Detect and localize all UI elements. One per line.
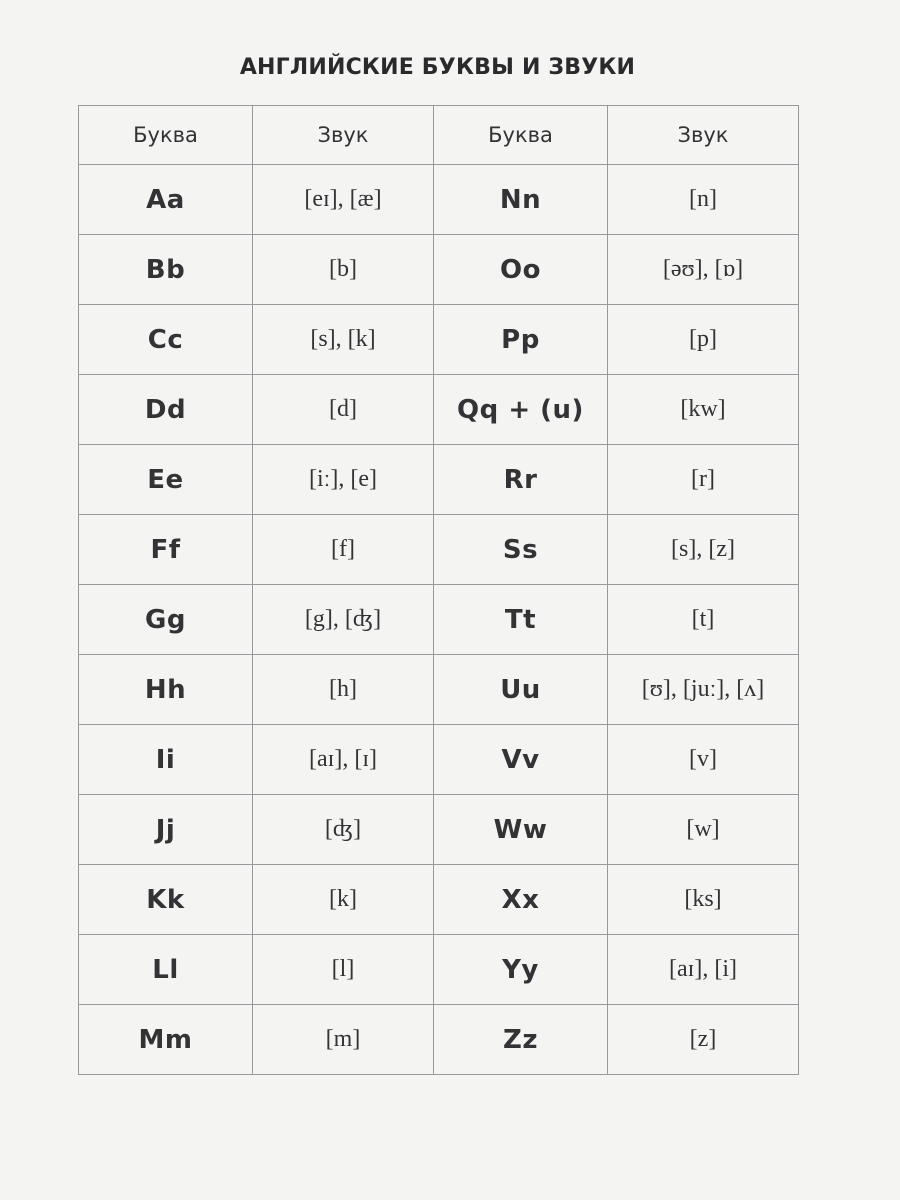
sound-cell-left: [f] — [253, 515, 434, 585]
table-row — [79, 165, 799, 235]
letter-cell-left: Hh — [79, 655, 253, 725]
letter-cell-right: Nn — [434, 165, 608, 235]
letter-cell-left: Ee — [79, 445, 253, 515]
letter-cell-left: Dd — [79, 375, 253, 445]
header-sound-left: Звук — [253, 106, 434, 165]
letter-cell-left: Mm — [79, 1005, 253, 1075]
table-row — [79, 375, 799, 445]
letter-cell-right: Rr — [434, 445, 608, 515]
sound-cell-right: [t] — [608, 585, 799, 655]
sound-cell-left: [b] — [253, 235, 434, 305]
sound-cell-left: [m] — [253, 1005, 434, 1075]
alphabet-table — [78, 105, 799, 1075]
sound-cell-right: [n] — [608, 165, 799, 235]
sound-cell-right: [kw] — [608, 375, 799, 445]
sound-cell-right: [v] — [608, 725, 799, 795]
table-row — [79, 865, 799, 935]
sound-cell-left: [s], [k] — [253, 305, 434, 375]
table-row — [79, 795, 799, 865]
header-sound-right: Звук — [608, 106, 799, 165]
letter-cell-left: Gg — [79, 585, 253, 655]
sound-cell-left: [h] — [253, 655, 434, 725]
letter-cell-right: Yy — [434, 935, 608, 1005]
sound-cell-left: [ʤ] — [253, 795, 434, 865]
sound-cell-right: [w] — [608, 795, 799, 865]
letter-cell-right: Oo — [434, 235, 608, 305]
header-letter-right: Буква — [434, 106, 608, 165]
sound-cell-left: [aɪ], [ɪ] — [253, 725, 434, 795]
letter-cell-right: Pp — [434, 305, 608, 375]
letter-cell-left: Aa — [79, 165, 253, 235]
sound-cell-right: [r] — [608, 445, 799, 515]
sound-cell-right: [p] — [608, 305, 799, 375]
header-letter-left: Буква — [79, 106, 253, 165]
sound-cell-left: [l] — [253, 935, 434, 1005]
sound-cell-left: [d] — [253, 375, 434, 445]
table-row — [79, 655, 799, 725]
letter-cell-right: Uu — [434, 655, 608, 725]
table-row — [79, 235, 799, 305]
sound-cell-left: [g], [ʤ] — [253, 585, 434, 655]
letter-cell-right: Ss — [434, 515, 608, 585]
letter-cell-right: Qq + (u) — [434, 375, 608, 445]
table-row — [79, 935, 799, 1005]
table-row — [79, 1005, 799, 1075]
header-row — [79, 106, 799, 165]
table-row — [79, 725, 799, 795]
sound-cell-left: [iː], [e] — [253, 445, 434, 515]
letter-cell-left: Kk — [79, 865, 253, 935]
letter-cell-right: Zz — [434, 1005, 608, 1075]
table-row — [79, 305, 799, 375]
letter-cell-left: Cc — [79, 305, 253, 375]
table-row — [79, 445, 799, 515]
letter-cell-right: Ww — [434, 795, 608, 865]
table-row — [79, 515, 799, 585]
letter-cell-left: Jj — [79, 795, 253, 865]
page-title: АНГЛИЙСКИЕ БУКВЫ И ЗВУКИ — [239, 55, 636, 80]
letter-cell-left: Bb — [79, 235, 253, 305]
sound-cell-right: [ʊ], [juː], [ʌ] — [608, 655, 799, 725]
letter-cell-left: Ll — [79, 935, 253, 1005]
letter-cell-right: Xx — [434, 865, 608, 935]
letter-cell-left: Ff — [79, 515, 253, 585]
sound-cell-right: [əʊ], [ɒ] — [608, 235, 799, 305]
sound-cell-left: [k] — [253, 865, 434, 935]
table-row — [79, 585, 799, 655]
sound-cell-left: [eɪ], [æ] — [253, 165, 434, 235]
letter-cell-right: Tt — [434, 585, 608, 655]
letter-cell-right: Vv — [434, 725, 608, 795]
letter-cell-left: Ii — [79, 725, 253, 795]
sound-cell-right: [ks] — [608, 865, 799, 935]
sound-cell-right: [aɪ], [i] — [608, 935, 799, 1005]
sound-cell-right: [s], [z] — [608, 515, 799, 585]
sound-cell-right: [z] — [608, 1005, 799, 1075]
